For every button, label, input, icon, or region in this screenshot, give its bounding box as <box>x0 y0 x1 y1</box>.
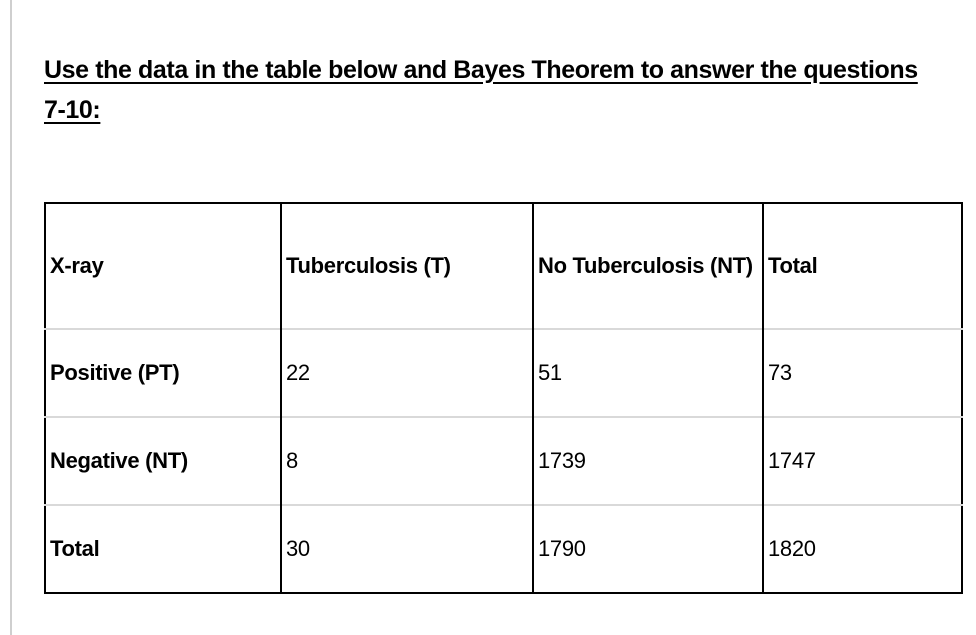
instructions-heading <box>44 50 944 130</box>
table-row <box>45 505 962 593</box>
table-header-row <box>45 203 962 329</box>
cell-tuberculosis: 8 <box>281 417 533 505</box>
table-row <box>45 329 962 417</box>
cell-no-tuberculosis: 1739 <box>533 417 763 505</box>
page-left-rule <box>10 0 12 635</box>
cell-no-tuberculosis: 51 <box>533 329 763 417</box>
heading-line-2: 7-10: <box>44 96 101 124</box>
header-tuberculosis: Tuberculosis (T) <box>281 203 533 329</box>
row-label: Total <box>45 505 281 593</box>
bayes-data-table <box>44 202 963 594</box>
cell-no-tuberculosis: 1790 <box>533 505 763 593</box>
cell-tuberculosis: 30 <box>281 505 533 593</box>
cell-total: 1747 <box>763 417 962 505</box>
header-no-tuberculosis: No Tuberculosis (NT) <box>533 203 763 329</box>
header-total: Total <box>768 253 818 278</box>
table-row <box>45 417 962 505</box>
header-xray: X-ray <box>45 203 281 329</box>
heading-line-1: Use the data in the table below and Bayes Theorem to answer the questions <box>44 56 918 84</box>
row-label: Positive (PT) <box>45 329 281 417</box>
cell-total: 1820 <box>763 505 962 593</box>
cell-total: 73 <box>763 329 962 417</box>
cell-tuberculosis: 22 <box>281 329 533 417</box>
row-label: Negative (NT) <box>45 417 281 505</box>
